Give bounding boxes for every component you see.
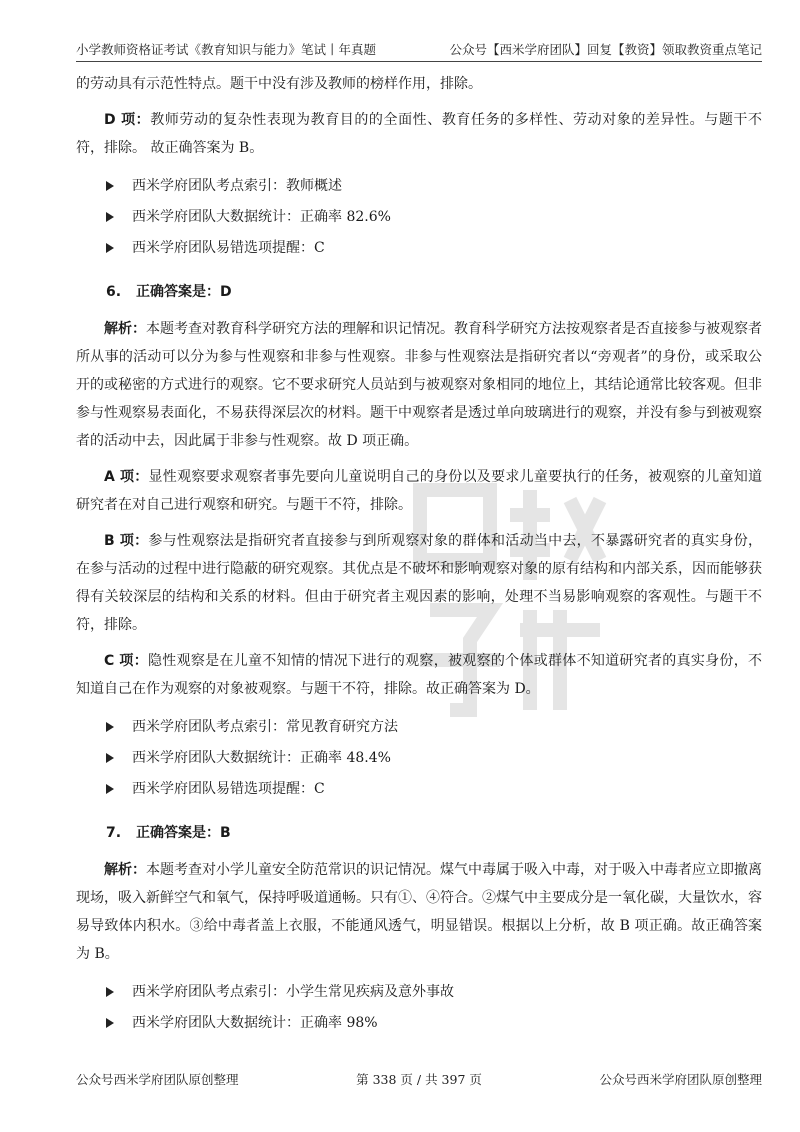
page-header (76, 38, 762, 62)
question-7-analysis (76, 856, 762, 968)
bullet-text: 西米学府团队考点索引：常见教育研究方法 (132, 718, 398, 735)
header-right-title: 公众号【西米学府团队】回复【教资】领取教资重点笔记 (449, 42, 762, 57)
option-d-text: 教师劳动的复杂性表现为教育目的的全面性、教育任务的多样性、劳动对象的差异性。与题干不符，排除。 故正确答案为 B。 (76, 112, 762, 156)
bullet-item (76, 773, 762, 804)
header-left-title: 小学教师资格证考试《教育知识与能力》笔试丨年真题 (76, 42, 377, 57)
analysis-label: 解析： (104, 862, 146, 878)
bullet-item (76, 170, 762, 201)
bullet-item (76, 742, 762, 773)
page-footer (76, 1070, 762, 1088)
question-6-number: 6. (106, 284, 122, 300)
bullet-item (76, 1007, 762, 1038)
arrow-bullet-icon (106, 212, 114, 222)
option-a-text: 显性观察要求观察者事先要向儿童说明自己的身份以及要求儿童要执行的任务，被观察的儿童知道研究者在对自己进行观察和研究。与题干不符，排除。 (76, 469, 762, 513)
arrow-bullet-icon (106, 753, 114, 763)
bullet-text: 西米学府团队大数据统计：正确率 48.4% (132, 749, 391, 766)
question-7-number: 7. (106, 825, 122, 841)
question-6-answer (76, 277, 762, 307)
option-c-text: 隐性观察是在儿童不知情的情况下进行的观察，被观察的个体或群体不知道研究者的真实身份，不知道自己在作为观察的对象被观察。与题干不符，排除。故正确答案为 D。 (76, 653, 763, 697)
arrow-bullet-icon (106, 722, 114, 732)
option-b-label: B 项： (104, 533, 149, 549)
bullet-text: 西米学府团队考点索引：教师概述 (132, 177, 342, 194)
option-a-label: A 项： (104, 469, 149, 485)
bullet-item (76, 201, 762, 232)
question-6-answer-text: 正确答案是：D (136, 284, 232, 300)
bullet-text: 西米学府团队考点索引：小学生常见疾病及意外事故 (132, 983, 454, 1000)
bullet-item (76, 976, 762, 1007)
continuation-text: 的劳动具有示范性特点。题干中没有涉及教师的榜样作用，排除。 (76, 76, 482, 92)
bullet-text: 西米学府团队大数据统计：正确率 82.6% (132, 208, 391, 225)
arrow-bullet-icon (106, 1018, 114, 1028)
analysis-text: 本题考查对教育科学研究方法的理解和识记情况。教育科学研究方法按观察者是否直接参与被观察者所从事的活动可以分为参与性观察和非参与性观察。非参与性观察法是指研究者以“旁观者”的身份，或采取公开的或秘密的方式进行的观察。它不要求研究人员站到与被观察对象相同的地位上，其结论通常比较客观。但非参与性观察易表面化，不易获得深层次的材料。题干中观察者是透过单向玻璃进行的观察，并没有参与到被观察者的活动中去，因此属于非参与性观察。故 D 项正确。 (76, 321, 762, 449)
option-c-label: C 项： (104, 653, 149, 669)
arrow-bullet-icon (106, 987, 114, 997)
question-7-answer (76, 818, 762, 848)
option-c-explanation (76, 647, 762, 703)
footer-left: 公众号西米学府团队原创整理 (76, 1072, 239, 1087)
option-b-text: 参与性观察法是指研究者直接参与到所观察对象的群体和活动当中去，不暴露研究者的真实身份，在参与活动的过程中进行隐蔽的研究观察。其优点是不破坏和影响观察对象的原有结构和内部关系，因而能够获得有关较深层的结构和关系的材料。但由于研究者主观因素的影响，处理不当易影响观察的客观性。与题干不符，排除。 (76, 533, 762, 633)
option-b-explanation (76, 527, 762, 639)
question-7-answer-text: 正确答案是：B (136, 825, 231, 841)
bullet-text: 西米学府团队易错选项提醒：C (132, 780, 325, 797)
arrow-bullet-icon (106, 181, 114, 191)
analysis-label: 解析： (104, 321, 146, 337)
bullet-item (76, 711, 762, 742)
bullet-text: 西米学府团队大数据统计：正确率 98% (132, 1014, 378, 1031)
arrow-bullet-icon (106, 243, 114, 253)
option-d-explanation (76, 106, 762, 162)
footer-right: 公众号西米学府团队原创整理 (599, 1072, 762, 1087)
bullet-text: 西米学府团队易错选项提醒：C (132, 239, 325, 256)
document-body (76, 70, 762, 1038)
page-number: 第 338 页 / 共 397 页 (356, 1072, 482, 1087)
question-6-analysis (76, 315, 762, 455)
option-d-label: D 项： (104, 112, 151, 128)
arrow-bullet-icon (106, 784, 114, 794)
option-a-explanation (76, 463, 762, 519)
bullet-item (76, 232, 762, 263)
analysis-text: 本题考查对小学儿童安全防范常识的识记情况。煤气中毒属于吸入中毒，对于吸入中毒者应立即撤离现场，吸入新鲜空气和氧气，保持呼吸道通畅。只有①、④符合。②煤气中主要成分是一氧化碳，大量饮水，容易导致体内积水。③给中毒者盖上衣服，不能通风透气，明显错误。根据以上分析，故 B 项正确。故正确答案为 B。 (76, 862, 762, 962)
